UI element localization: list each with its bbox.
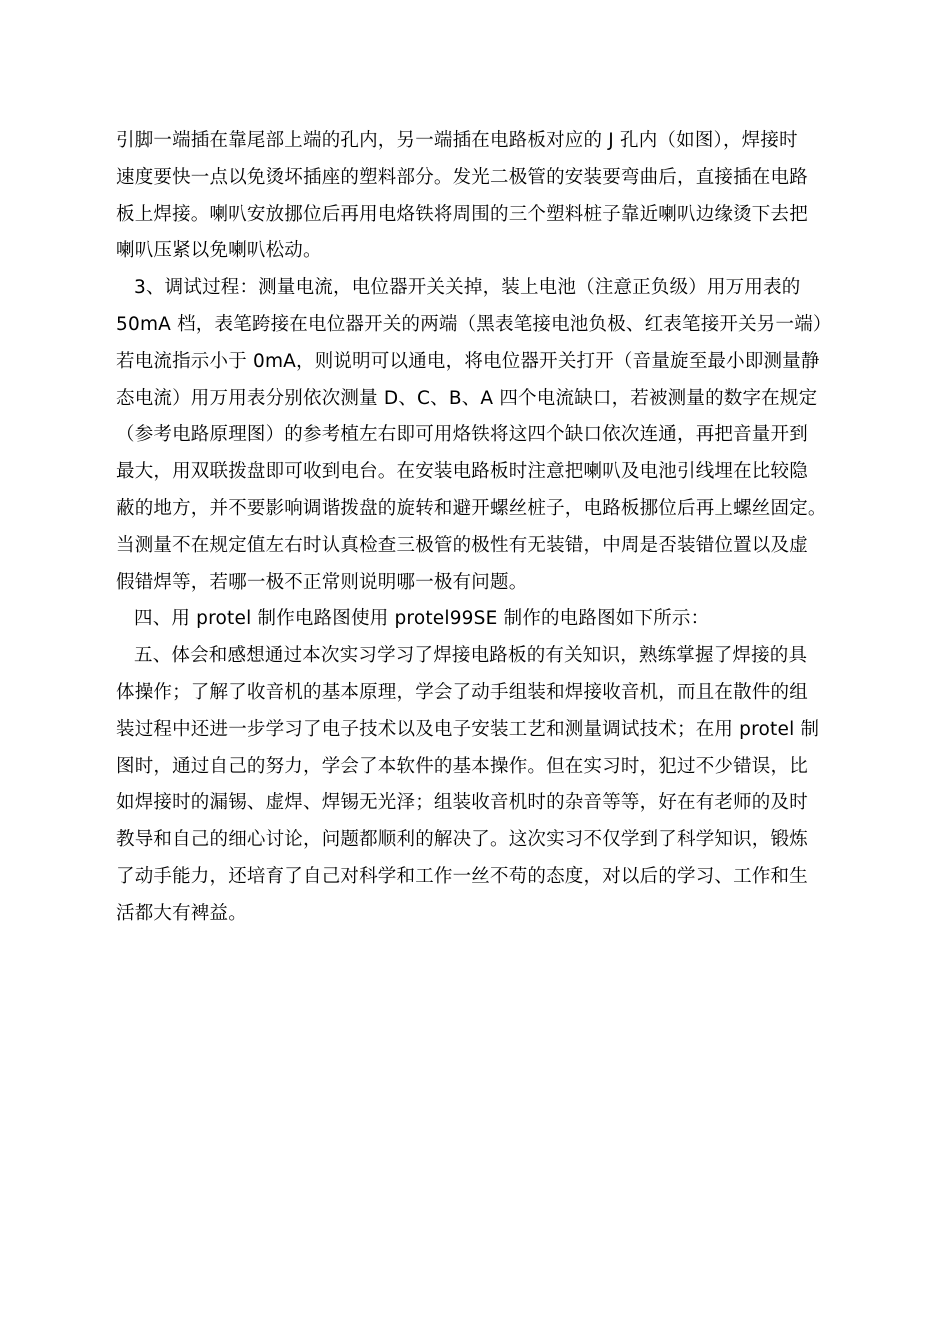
- text-line: 图时，通过自己的努力，学会了本软件的基本操作。但在实习时，犯过不少错误，比: [116, 755, 808, 777]
- text-line: 3、调试过程：测量电流，电位器开关关掉，装上电池（注意正负级）用万用表的: [134, 277, 801, 299]
- document-body: [116, 123, 841, 933]
- text-line: 态电流）用万用表分别依次测量 D、C、B、A 四个电流缺口，若被测量的数字在规定: [116, 387, 818, 409]
- text-line: 体操作；了解了收音机的基本原理，学会了动手组装和焊接收音机，而且在散件的组: [116, 681, 808, 703]
- text-line: 了动手能力，还培育了自己对科学和工作一丝不苟的态度，对以后的学习、工作和生: [116, 865, 808, 887]
- text-line: 最大，用双联拨盘即可收到电台。在安装电路板时注意把喇叭及电池引线埋在比较隐: [116, 461, 808, 483]
- section-heading: 五、体会和感想通过本次实习学习了焊接电路板的有关知识，熟练掌握了焊接的具: [134, 645, 808, 667]
- text-line: 引脚一端插在靠尾部上端的孔内，另一端插在电路板对应的 J 孔内（如图），焊接时: [116, 130, 798, 151]
- section-heading: 四、用 protel 制作电路图使用 protel99SE 制作的电路图如下所示：: [134, 608, 710, 630]
- text-line: 当测量不在规定值左右时认真检查三极管的极性有无装错，中周是否装错位置以及虚: [116, 534, 808, 556]
- text-line: 装过程中还进一步学习了电子技术以及电子安装工艺和测量调试技术；在用 protel 制: [116, 718, 820, 740]
- text-line: 速度要快一点以免烫坏插座的塑料部分。发光二极管的安装要弯曲后，直接插在电路: [116, 166, 808, 188]
- text-line: 如焊接时的漏锡、虚焊、焊锡无光泽；组装收音机时的杂音等等，好在有老师的及时: [116, 792, 808, 814]
- text-line: 喇叭压紧以免喇叭松动。: [116, 240, 322, 262]
- text-line: 50mA 档，表笔跨接在电位器开关的两端（黑表笔接电池负极、红表笔接开关另一端）: [116, 313, 832, 335]
- text-line: 假错焊等，若哪一极不正常则说明哪一极有问题。: [116, 571, 528, 593]
- text-line: 蔽的地方，并不要影响调谐拨盘的旋转和避开螺丝桩子，电路板挪位后再上螺丝固定。: [116, 497, 827, 519]
- text-line: （参考电路原理图）的参考植左右即可用烙铁将这四个缺口依次连通，再把音量开到: [116, 424, 808, 446]
- text-line: 板上焊接。喇叭安放挪位后再用电烙铁将周围的三个塑料桩子靠近喇叭边缘烫下去把: [116, 203, 808, 225]
- text-line: 活都大有裨益。: [116, 902, 247, 924]
- text-line: 教导和自己的细心讨论，问题都顺利的解决了。这次实习不仅学到了科学知识，锻炼: [116, 829, 808, 851]
- text-line: 若电流指示小于 0mA，则说明可以通电，将电位器开关打开（音量旋至最小即测量静: [116, 350, 820, 372]
